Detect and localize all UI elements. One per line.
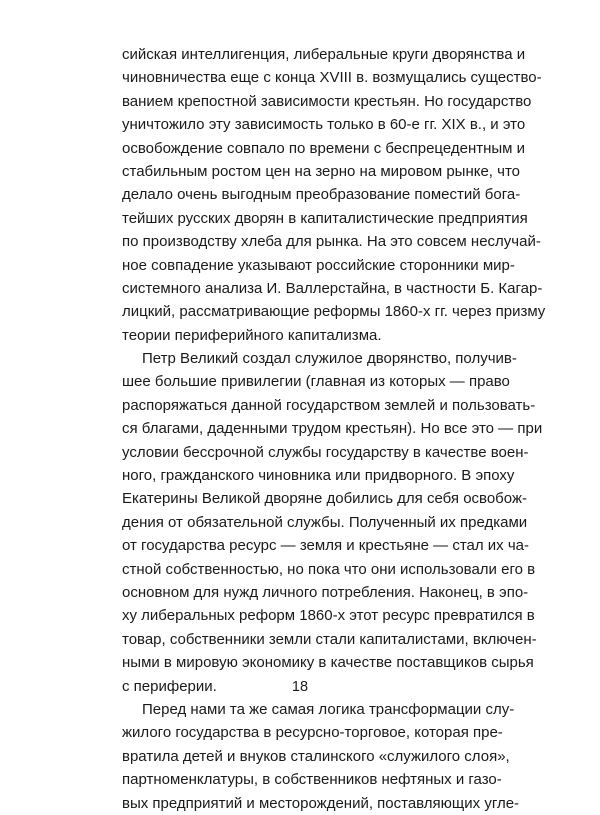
text-line: вых предприятий и месторождений, поставляющих угле- xyxy=(122,794,520,812)
text-line: ными в мировую экономику в качестве поставщиков сырья xyxy=(122,654,534,672)
text-line: Екатерины Великой дворяне добились для себя освобож- xyxy=(122,490,527,508)
text-line: с периферии. xyxy=(122,677,217,695)
text-line: партноменклатуры, в собственников нефтяных и газо- xyxy=(122,771,502,789)
text-line: стной собственностью, но пока что они использовали его в xyxy=(122,560,536,578)
text-line: от государства ресурс — земля и крестьяне — стал их ча- xyxy=(122,537,529,555)
text-line: Петр Великий создал служилое дворянство, получив- xyxy=(142,350,517,368)
text-line: дения от обязательной службы. Полученный их предками xyxy=(122,513,528,531)
text-line: шее большие привилегии (главная из которых — право xyxy=(122,373,510,391)
text-line: системного анализа И. Валлерстайна, в частности Б. Кагар- xyxy=(122,279,543,297)
text-line: жилого государства в ресурсно-торговое, которая пре- xyxy=(122,724,503,742)
text-line: лицкий, рассматривающие реформы 1860-х гг. через призму xyxy=(122,303,546,321)
text-line: ное совпадение указывают российские сторонники мир- xyxy=(122,256,515,274)
paragraph xyxy=(122,43,546,347)
text-line: теории периферийного капитализма. xyxy=(122,326,382,344)
text-line: основном для нужд личного потребления. Наконец, в эпо- xyxy=(122,583,529,601)
text-line: ху либеральных реформ 1860-х этот ресурс превратился в xyxy=(122,607,535,625)
body-text xyxy=(122,43,546,815)
text-line: Перед нами та же самая логика трансформации слу- xyxy=(142,700,515,718)
text-line: товар, собственники земли стали капиталистами, включен- xyxy=(122,630,537,648)
text-line: чиновничества еще с конца XVIII в. возмущались существо- xyxy=(122,69,542,87)
text-line: ся благами, даденными трудом крестьян). Но все это — при xyxy=(122,420,543,438)
text-line: делало очень выгодным преобразование поместий бога- xyxy=(122,186,521,204)
text-line: ного, гражданского чиновника или придворного. В эпоху xyxy=(122,467,515,485)
text-line: стабильным ростом цен на зерно на мировом рынке, что xyxy=(122,162,520,180)
text-line: по производству хлеба для рынка. На это совсем неслучай- xyxy=(122,233,541,251)
text-line: сийская интеллигенция, либеральные круги дворянства и xyxy=(122,46,526,63)
text-line: распоряжаться данной государством землей и пользовать- xyxy=(122,396,536,414)
text-line: условии бессрочной службы государству в качестве воен- xyxy=(122,443,529,461)
paragraph xyxy=(122,347,543,698)
text-line: тейших русских дворян в капиталистические предприятия xyxy=(122,209,528,227)
text-line: уничтожило эту зависимость только в 60-е гг. XIX в., и это xyxy=(122,116,526,134)
paragraph xyxy=(122,698,520,815)
page-number: 18 xyxy=(291,679,309,695)
text-line: освобождение совпало по времени с беспрецедентным и xyxy=(122,139,526,157)
text-line: ванием крепостной зависимости крестьян. Но государство xyxy=(122,92,532,110)
text-line: вратила детей и внуков сталинского «служилого слоя», xyxy=(122,747,510,765)
